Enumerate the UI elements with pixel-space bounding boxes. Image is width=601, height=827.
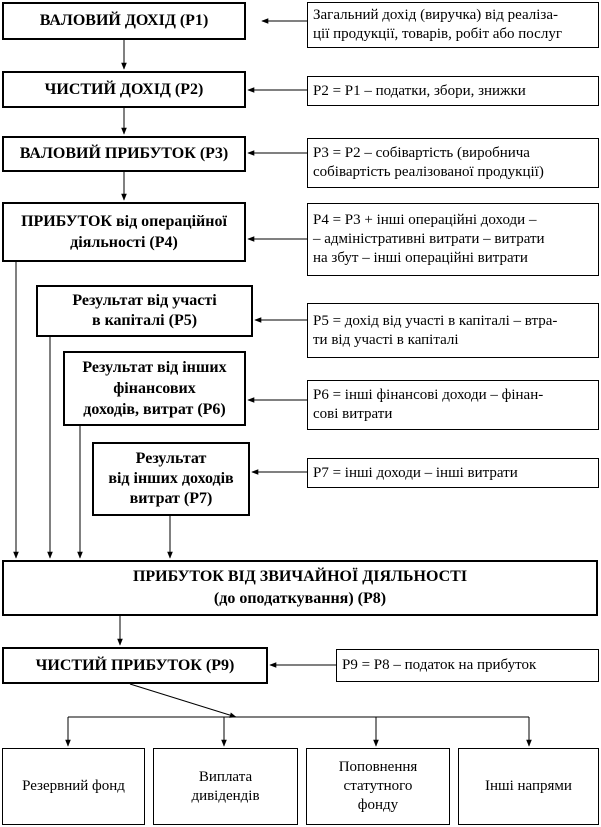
box-p8-line1: ПРИБУТОК ВІД ЗВИЧАЙНОЇ ДІЯЛЬНОСТІ	[132, 568, 468, 585]
box-p6-line3: доходів, витрат (Р6)	[83, 401, 226, 418]
dest-capital	[306, 748, 450, 825]
box-p2-label: ЧИСТИЙ ДОХІД (Р2)	[44, 80, 204, 98]
formula-p1	[307, 2, 599, 48]
formula-p9	[336, 649, 599, 682]
formula-p1-line1: Загальний дохід (виручка) від реаліза-	[313, 7, 558, 23]
dest-dividends	[153, 748, 298, 825]
box-p7-line2: від інших доходів	[108, 470, 234, 487]
formula-p6-line1: Р6 = інші фінансові доходи – фінан-	[313, 387, 544, 403]
dest-other-label: Інші напрями	[485, 778, 572, 794]
dest-dividends-line1: Виплата	[198, 768, 253, 785]
dest-capital-line3: фонду	[357, 797, 399, 813]
box-p5	[36, 285, 253, 337]
formula-p5	[307, 303, 599, 358]
dest-reserve-fund	[2, 748, 145, 825]
formula-p5-line1: Р5 = дохід від участі в капіталі – втра-	[313, 312, 558, 329]
box-p8	[2, 560, 598, 616]
dest-capital-line1: Поповнення	[338, 759, 418, 775]
formula-p4	[307, 203, 599, 276]
box-p9	[2, 647, 268, 684]
box-p3-label: ВАЛОВИЙ ПРИБУТОК (Р3)	[19, 145, 229, 162]
box-p4-line2: діяльності (Р4)	[70, 234, 178, 251]
box-p6	[63, 351, 246, 426]
box-p2	[2, 71, 246, 108]
box-p5-line2: в капіталі (Р5)	[91, 312, 198, 329]
formula-p5-line2: ти від участі в капіталі	[313, 331, 459, 348]
formula-p7-line1: Р7 = інші доходи – інші витрати	[313, 464, 518, 481]
box-p7	[92, 442, 250, 516]
box-p4-line1: ПРИБУТОК від операційної	[21, 213, 227, 230]
dest-other	[458, 748, 599, 825]
box-p7-line1: Результат	[135, 450, 207, 467]
box-p3	[2, 136, 246, 172]
box-p7-line3: витрат (Р7)	[129, 490, 213, 507]
box-p4	[2, 202, 246, 262]
arrow-p9-tree	[130, 684, 236, 717]
dest-reserve-fund-label: Резервний фонд	[22, 778, 125, 794]
box-p6-line2: фінансових	[113, 380, 196, 397]
formula-p3-line1: Р3 = Р2 – собівартість (виробнича	[313, 145, 530, 161]
dest-capital-line2: статутного	[343, 778, 413, 794]
formula-p3-line2: собівартість реалізованої продукції)	[313, 164, 544, 180]
formula-p6-line2: сові витрати	[313, 406, 393, 422]
formula-p4-line2: – адміністративні витрати – витрати	[313, 231, 545, 247]
formula-p4-line3: на збут – інші операційні витрати	[313, 250, 528, 266]
formula-p6	[307, 380, 599, 430]
box-p1-label: ВАЛОВИЙ ДОХІД (Р1)	[39, 12, 209, 29]
formula-p7	[307, 458, 599, 488]
box-p5-line1: Результат від участі	[72, 292, 217, 309]
formula-p9-line1: Р9 = Р8 – податок на прибуток	[342, 657, 537, 673]
dest-dividends-line2: дивідендів	[191, 787, 260, 804]
box-p6-line1: Результат від інших	[82, 359, 227, 376]
formula-p3	[307, 138, 599, 188]
box-p1	[2, 2, 246, 40]
formula-p4-line1: Р4 = Р3 + інші операційні доходи –	[313, 212, 537, 228]
formula-p1-line2: ції продукції, товарів, робіт або послуг	[313, 26, 562, 42]
formula-p2	[307, 76, 599, 106]
box-p9-label: ЧИСТИЙ ПРИБУТОК (Р9)	[35, 656, 235, 674]
box-p8-line2: (до оподаткування) (Р8)	[213, 590, 387, 607]
formula-p2-line1: Р2 = Р1 – податки, збори, знижки	[313, 82, 526, 99]
